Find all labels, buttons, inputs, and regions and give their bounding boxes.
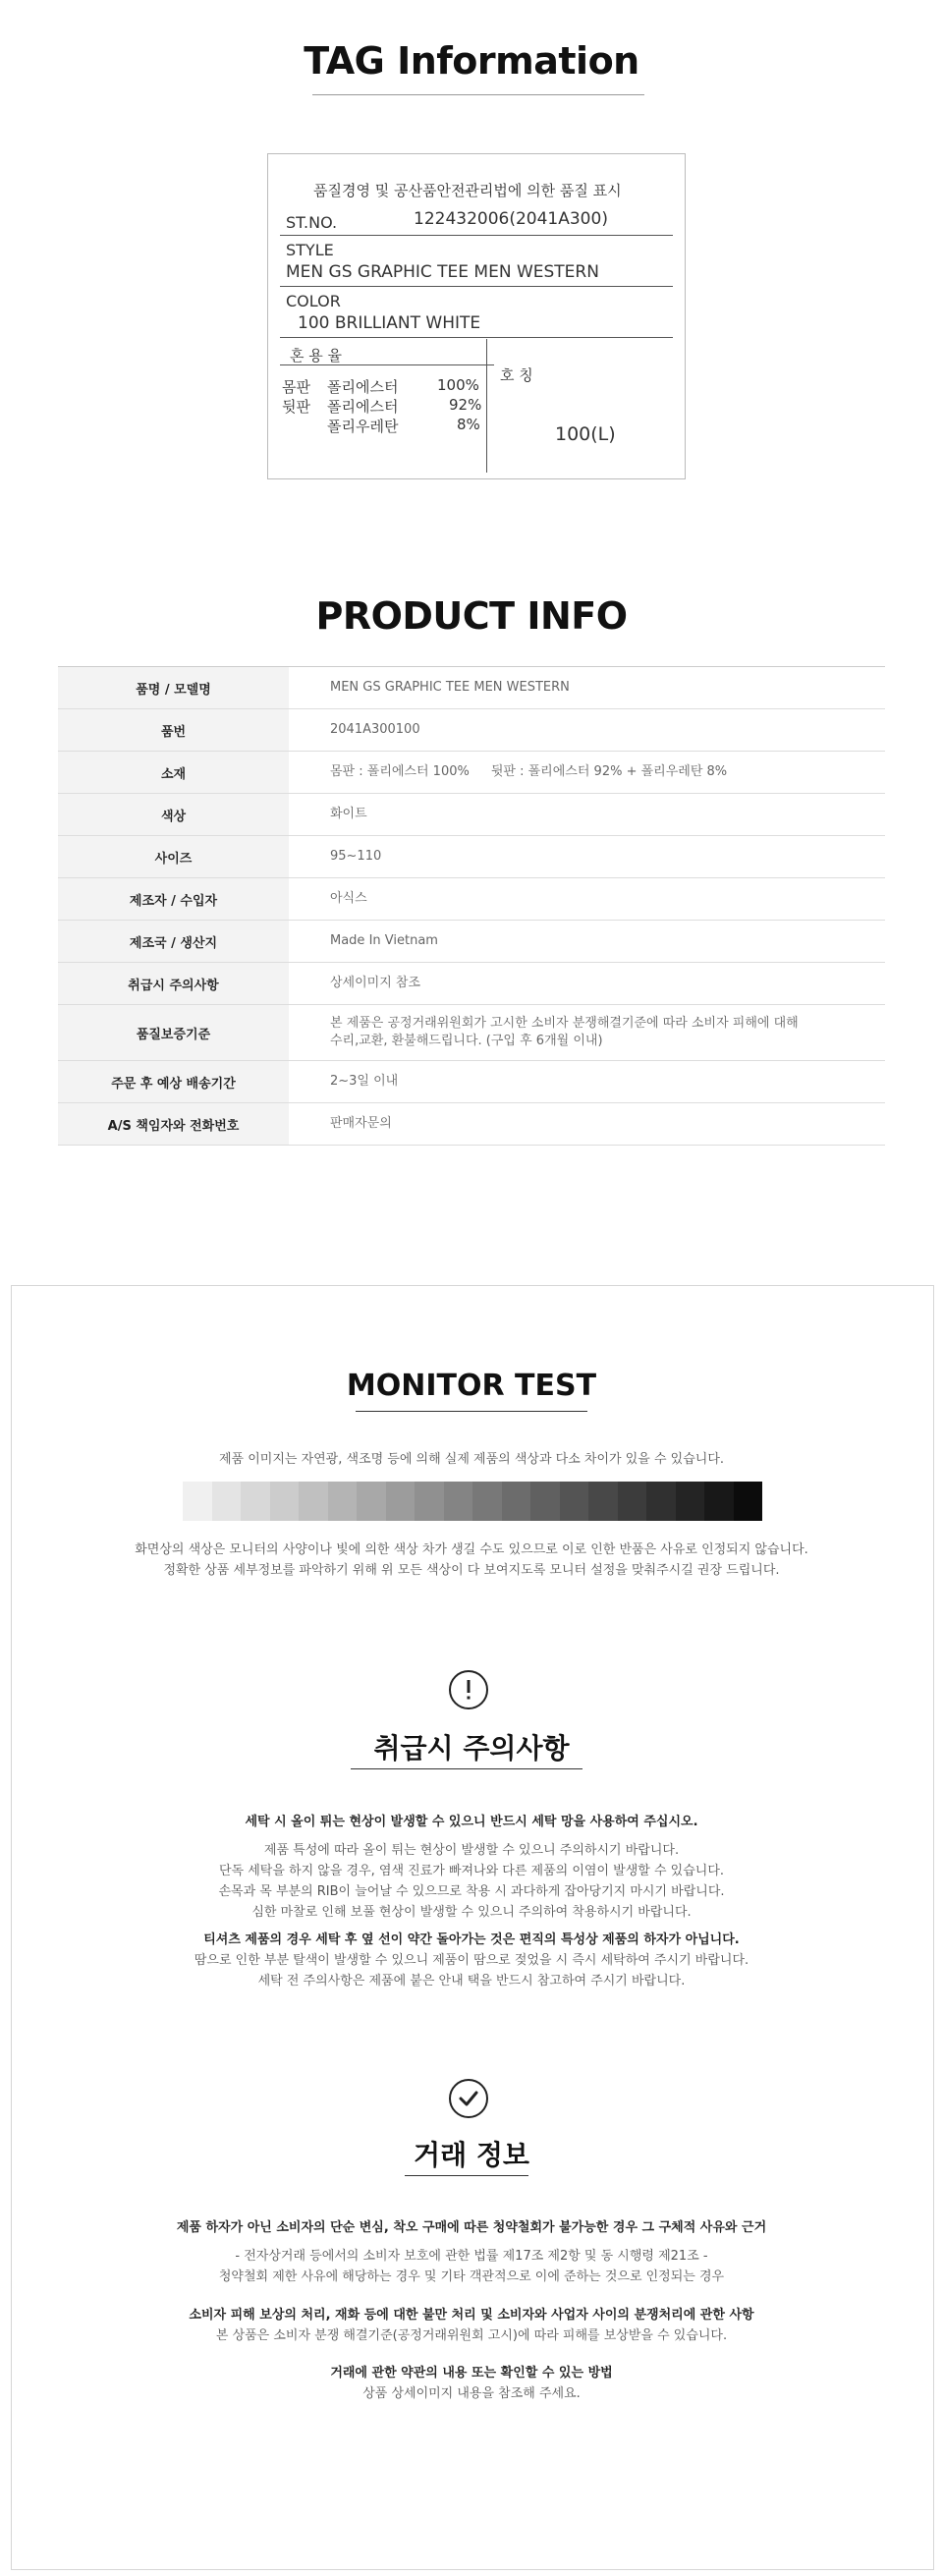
material-body: 몸판 : 폴리에스터 100% bbox=[330, 764, 470, 779]
trade-heading-2: 소비자 피해 보상의 처리, 재화 등에 대한 불만 처리 및 소비자와 사업자 사이의 분쟁처리에 관한 사항 bbox=[189, 2308, 754, 2323]
care-underline bbox=[351, 1768, 582, 1769]
care-line: 심한 마찰로 인해 보풀 현상이 발생할 수 있으니 주의하여 착용하시기 바랍니다. bbox=[251, 1905, 692, 1920]
monitor-intro: 제품 이미지는 자연광, 색조명 등에 의해 실제 제품의 색상과 다소 차이가 있을 수 있습니다. bbox=[218, 1452, 725, 1467]
tag-comp-pct-3: 8% bbox=[457, 416, 480, 433]
table-row bbox=[58, 794, 885, 836]
tag-comp-pct-2: 92% bbox=[449, 396, 482, 414]
gray-swatch bbox=[472, 1482, 502, 1521]
gray-swatch bbox=[530, 1482, 560, 1521]
row-value: 판매자문의 bbox=[289, 1103, 885, 1146]
trade-text: 본 상품은 소비자 분쟁 해결기준(공정거래위원회 고시)에 따라 피해를 보상받을 수 있습니다. bbox=[215, 2328, 728, 2343]
tag-st-no-label: ST.NO. bbox=[286, 213, 338, 232]
trade-heading-3: 거래에 관한 약관의 내용 또는 확인할 수 있는 방법 bbox=[330, 2366, 613, 2380]
gray-swatch bbox=[734, 1482, 763, 1521]
gray-swatch bbox=[299, 1482, 328, 1521]
tag-color-value: 100 BRILLIANT WHITE bbox=[298, 313, 481, 333]
tag-st-no-value: 122432006(2041A300) bbox=[414, 209, 608, 229]
gray-swatch bbox=[560, 1482, 589, 1521]
tag-size-value: 100(L) bbox=[555, 423, 616, 445]
trade-title: 거래 정보 bbox=[414, 2139, 529, 2171]
row-key: 제조국 / 생산지 bbox=[58, 921, 289, 963]
tag-color-label: COLOR bbox=[286, 292, 341, 310]
tag-comp-pct-1: 100% bbox=[437, 376, 479, 394]
trade-text: - 전자상거래 등에서의 소비자 보호에 관한 법률 제17조 제2항 및 동 시행령 제21조 - bbox=[235, 2249, 708, 2264]
tag-size-label: 호 칭 bbox=[500, 366, 533, 384]
trade-text: 청약철회 제한 사유에 해당하는 경우 및 기타 객관적으로 이에 준하는 것으로 인정되는 경우 bbox=[218, 2269, 725, 2284]
tag-composition-label: 혼 용 율 bbox=[290, 347, 343, 364]
care-line: 땀으로 인한 부분 탈색이 발생할 수 있으니 제품이 땀으로 젖었을 시 즉시 세탁하여 주시기 바랍니다. bbox=[194, 1953, 749, 1968]
row-key: 품질보증기준 bbox=[58, 1005, 289, 1061]
table-row bbox=[58, 1061, 885, 1103]
row-key: 품번 bbox=[58, 709, 289, 752]
care-line: 손목과 목 부분의 RIB이 늘어날 수 있으므로 착용 시 과다하게 잡아당기지 마시기 바랍니다. bbox=[218, 1884, 725, 1899]
row-value: 화이트 bbox=[289, 794, 885, 836]
gray-swatch bbox=[704, 1482, 734, 1521]
monitor-test-underline bbox=[356, 1411, 587, 1412]
table-row bbox=[58, 667, 885, 709]
care-lead-2: 티셔츠 제품의 경우 세탁 후 옆 선이 약간 돌아가는 것은 편직의 특성상 제품의 하자가 아닙니다. bbox=[203, 1932, 740, 1947]
product-info-title: PRODUCT INFO bbox=[315, 594, 628, 638]
table-row bbox=[58, 752, 885, 794]
row-key: 소재 bbox=[58, 752, 289, 794]
care-lead: 세탁 시 올이 튀는 현상이 발생할 수 있으니 반드시 세탁 망을 사용하여 주십시오. bbox=[245, 1815, 698, 1829]
row-key: 사이즈 bbox=[58, 836, 289, 878]
tag-comp-part-1: 몸판 bbox=[282, 378, 310, 396]
table-row bbox=[58, 836, 885, 878]
tag-comp-material-3: 폴리우레탄 bbox=[327, 418, 399, 435]
gray-swatch bbox=[212, 1482, 242, 1521]
care-line: 세탁 전 주의사항은 제품에 붙은 안내 택을 반드시 참고하여 주시기 바랍니다. bbox=[257, 1974, 686, 1988]
gray-swatch bbox=[444, 1482, 473, 1521]
gray-swatch bbox=[357, 1482, 386, 1521]
row-value: 95~110 bbox=[289, 836, 885, 878]
gray-swatch bbox=[646, 1482, 676, 1521]
care-title: 취급시 주의사항 bbox=[373, 1732, 570, 1764]
product-info-table bbox=[58, 666, 885, 1146]
row-value: 2~3일 이내 bbox=[289, 1061, 885, 1103]
material-back: 뒷판 : 폴리에스터 92% + 폴리우레탄 8% bbox=[490, 764, 728, 779]
table-row bbox=[58, 1005, 885, 1061]
row-value: 아식스 bbox=[289, 878, 885, 921]
care-line: 제품 특성에 따라 올이 튀는 현상이 발생할 수 있으니 주의하시기 바랍니다. bbox=[263, 1843, 680, 1858]
row-key: 취급시 주의사항 bbox=[58, 963, 289, 1005]
gray-swatch bbox=[241, 1482, 270, 1521]
row-value bbox=[289, 1005, 885, 1061]
row-value: 상세이미지 참조 bbox=[289, 963, 885, 1005]
warranty-line-1: 본 제품은 공정거래위원회가 고시한 소비자 분쟁해결기준에 따라 소비자 피해에 대해 bbox=[330, 1016, 799, 1031]
table-row bbox=[58, 1103, 885, 1146]
trade-underline bbox=[405, 2175, 528, 2176]
grayscale-swatch-bar bbox=[183, 1482, 762, 1521]
monitor-test-title: MONITOR TEST bbox=[346, 1369, 597, 1403]
row-value: Made In Vietnam bbox=[289, 921, 885, 963]
tag-style-label: STYLE bbox=[286, 241, 334, 259]
row-key: 주문 후 예상 배송기간 bbox=[58, 1061, 289, 1103]
table-row bbox=[58, 709, 885, 752]
tag-comp-material-2: 폴리에스터 bbox=[327, 398, 399, 416]
gray-swatch bbox=[183, 1482, 212, 1521]
table-row bbox=[58, 921, 885, 963]
tag-comp-part-2: 뒷판 bbox=[282, 398, 310, 416]
gray-swatch bbox=[502, 1482, 531, 1521]
tag-style-value: MEN GS GRAPHIC TEE MEN WESTERN bbox=[286, 262, 599, 282]
trade-text: 상품 상세이미지 내용을 참조해 주세요. bbox=[362, 2386, 581, 2401]
row-value: 2041A300100 bbox=[289, 709, 885, 752]
monitor-note-1: 화면상의 색상은 모니터의 사양이나 빛에 의한 색상 차가 생길 수도 있으므로 이로 인한 반품은 사유로 인정되지 않습니다. bbox=[135, 1542, 808, 1557]
warranty-line-2: 수리,교환, 환불해드립니다. (구입 후 6개월 이내) bbox=[330, 1034, 603, 1048]
row-key: 색상 bbox=[58, 794, 289, 836]
gray-swatch bbox=[270, 1482, 300, 1521]
tag-comp-material-1: 폴리에스터 bbox=[327, 378, 399, 396]
gray-swatch bbox=[676, 1482, 705, 1521]
row-key: A/S 책임자와 전화번호 bbox=[58, 1103, 289, 1146]
gray-swatch bbox=[415, 1482, 444, 1521]
row-value: MEN GS GRAPHIC TEE MEN WESTERN bbox=[289, 667, 885, 709]
gray-swatch bbox=[588, 1482, 618, 1521]
table-row bbox=[58, 878, 885, 921]
gray-swatch bbox=[328, 1482, 358, 1521]
row-value bbox=[289, 752, 885, 794]
row-key: 품명 / 모델명 bbox=[58, 667, 289, 709]
tag-info-underline bbox=[312, 94, 644, 95]
table-row bbox=[58, 963, 885, 1005]
check-circle-icon bbox=[449, 2079, 488, 2118]
monitor-note-2: 정확한 상품 세부정보를 파악하기 위해 위 모든 색상이 다 보여지도록 모니터 설정을 맞춰주시길 권장 드립니다. bbox=[163, 1563, 780, 1578]
exclamation-icon bbox=[449, 1670, 488, 1709]
trade-heading-1: 제품 하자가 아닌 소비자의 단순 변심, 착오 구매에 따른 청약철회가 불가능한 경우 그 구체적 사유와 근거 bbox=[176, 2220, 767, 2235]
tag-info-title: TAG Information bbox=[304, 39, 639, 83]
tag-label-image bbox=[267, 153, 686, 479]
gray-swatch bbox=[618, 1482, 647, 1521]
row-key: 제조자 / 수입자 bbox=[58, 878, 289, 921]
gray-swatch bbox=[386, 1482, 416, 1521]
care-line: 단독 세탁을 하지 않을 경우, 염색 진료가 빠져나와 다른 제품의 이염이 발생할 수 있습니다. bbox=[218, 1864, 725, 1878]
tag-header: 품질경영 및 공산품안전관리법에 의한 품질 표시 bbox=[313, 182, 622, 199]
